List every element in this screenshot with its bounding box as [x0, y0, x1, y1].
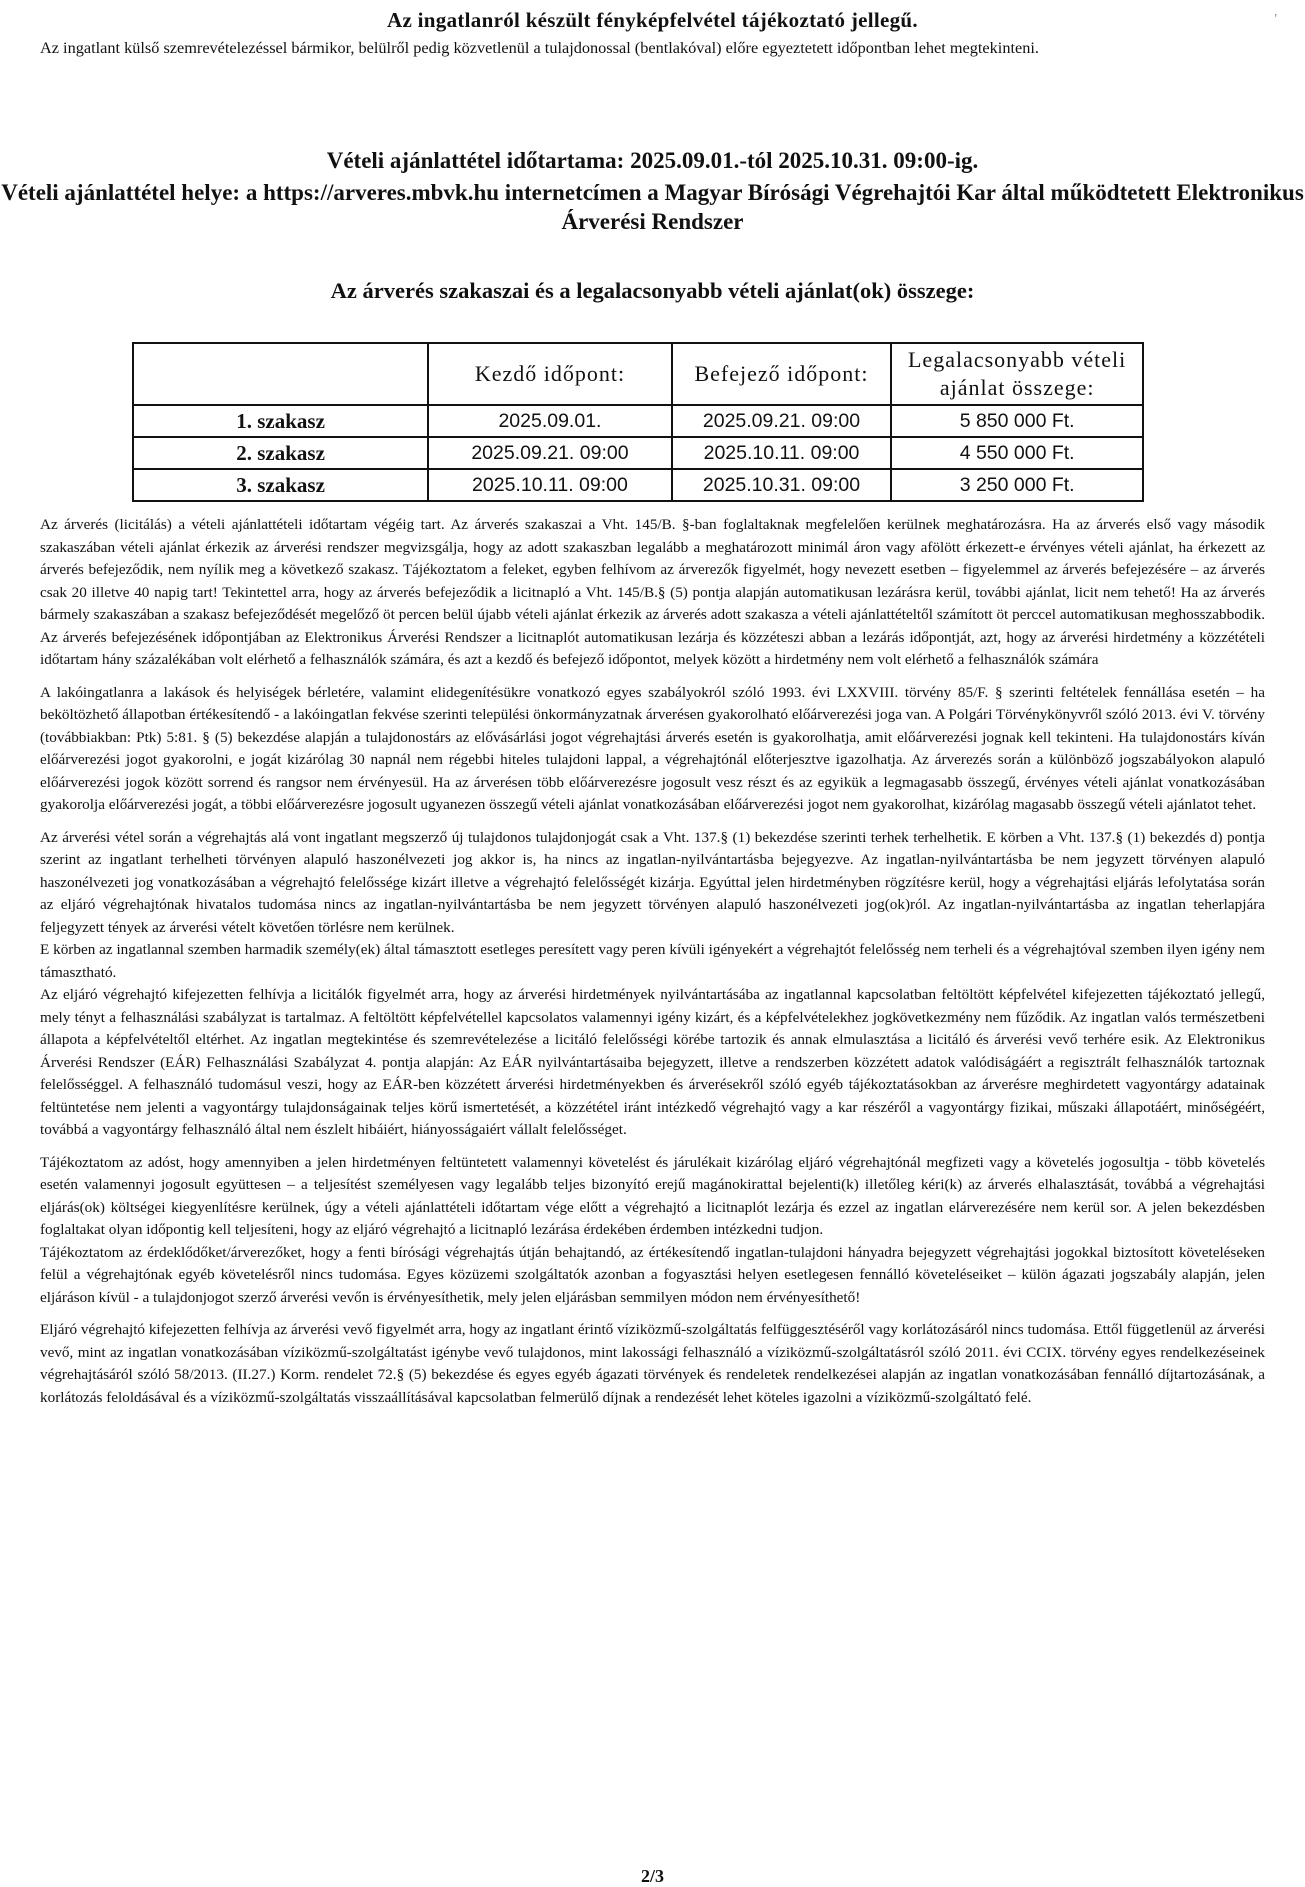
page-number: 2/3 — [640, 1866, 664, 1886]
auction-stages-table — [132, 342, 1144, 502]
viewing-info: Az ingatlant külső szemrevételezéssel bármikor, belülről pedig közvetlenül a tulajdonossal (bentlakóval) előre egyeztetett időpontban lehet megtekinteni. — [40, 38, 1039, 57]
body-section — [40, 514, 1265, 1409]
table-header-row — [133, 343, 1143, 405]
paragraph-water-service: Eljáró végrehajtó kifejezetten felhívja az árverési vevő figyelmét arra, hogy az ingatlant érintő víziközmű-szolgáltatás felfüggesztéséről vagy korlátozásáról nincs tudomása. Ettől függetlenül az árverési vevő, mint az ingatlan vonatkozásában víziközmű-szolgáltatást igénybe vevő tulajdonos, mint lakossági felhasználó a víziközmű-szolgáltatásról szóló 2011. évi CCIX. törvény egyes rendelkezéseinek végrehajtásáról szóló 58/2013. (II.27.) Korm. rendelet 72.§ (5) bekezdése és egyes egyéb ágazati törvények és rendeletek rendelkezései alapján az ingatlan vonatkozásában fennálló díjtartozásának, a korlátozás feloldásával és a víziközmű-szolgáltatás visszaállításával kapcsolatban felmerülő díjnak a rendezését lehet köteles igazolni a víziközmű-szolgáltató felé. — [40, 1321, 1265, 1406]
paragraph-pre-emption: A lakóingatlanra a lakások és helyiségek bérletére, valamint elidegenítésükre vonatkozó egyes szabályokról szóló 1993. évi LXXVIII. törvény 85/F. § szerinti feltételek fennállása esetén – ha beköltözhető állapotban értékesítendő - a lakóingatlan fekvése szerinti települési önkormányzatnak árverésen gyakorolható előárverezési joga van. A Polgári Törvénykönyvről szóló 2013. évi V. törvény (továbbiakban: Ptk) 5:81. § (5) bekezdése alapján a tulajdonostárs az elővásárlási jogot végrehajtási árverés esetén is gyakorolhatja, amit előárverezési jognak kell tekinteni. Ha tulajdonostárs kíván előárverezési jogot gyakorolni, e jogát kizárólag 30 napnál nem régebbi hiteles tulajdoni lappal, a végrehajtónál előterjesztve igazolhatja. Az árverezés során a különböző jogszabályokon alapuló előárverezési jogok között sorrend és rangsor nem érvényesül. Ha az árverésen több előárverezésre jogosult vesz részt és az egyikük a legmagasabb összegű, érvényes vételi ajánlat vonatkozásában gyakorolja előárverezési jogát, a többi előárverezésre jogosult ugyanezen összegű vételi ajánlat vonatkozásában előárverezési jogot nem gyakorolhat, kizárólag magasabb összegű vételi ajánlatot tehet. — [40, 683, 1265, 813]
start-time-cell: 2025.10.11. 09:00 — [428, 469, 672, 501]
paragraph-encumbrances: Az árverési vétel során a végrehajtás alá vont ingatlant megszerző új tulajdonos tulajdonjogát csak a Vht. 137.§ (1) bekezdése szerinti terhek terhelhetik. E körben a Vht. 137.§ (1) bekezdés d) pontja szerint az ingatlant terhelheti törvényen alapuló haszonélvezeti jog akkor is, ha nincs az ingatlan-nyilvántartásba bejegyezve. Az ingatlan-nyilvántartásba be nem jegyzett törvényen alapuló haszonélvezeti jog vonatkozásában a végrehajtó felelőssége kizárt illetve a végrehajtó felelősségét kizárja. Egyúttal jelen hirdetményben rögzítésre kerül, hogy a végrehajtási eljárás lefolytatása során az eljáró végrehajtónak hivatalos tudomása nincs az ingatlan-nyilvántartásba be nem jegyzett törvényen alapuló haszonélvezeti jog(ok)ról. Az ingatlan-nyilvántartásba az ingatlan teherlapjára feljegyzett tények az árverési vételt követően törlésre nem kerülnek. — [40, 828, 1265, 936]
bidding-place-heading: Vételi ajánlattétel helye: a https://arveres.mbvk.hu internetcímen a Magyar Bírósági Végrehajtói Kar által működtetett Elektronikus Árverési Rendszer — [1, 180, 1304, 234]
table-row — [133, 405, 1143, 437]
stage-name-cell: 2. szakasz — [133, 437, 428, 469]
stage-name-cell: 3. szakasz — [133, 469, 428, 501]
table-row — [133, 469, 1143, 501]
end-time-cell: 2025.10.31. 09:00 — [672, 469, 892, 501]
paragraph-third-party-claims: E körben az ingatlannal szemben harmadik személy(ek) által támasztott esetleges peresített vagy peren kívüli igényekért a végrehajtót felelősség nem terheli és a végrehajtóval szemben ilyen igény nem támasztható. — [40, 941, 1265, 981]
table-row — [133, 437, 1143, 469]
end-time-cell: 2025.09.21. 09:00 — [672, 405, 892, 437]
table-header-cell: Befejező időpont: — [672, 343, 892, 405]
min-bid-cell: 5 850 000 Ft. — [891, 405, 1143, 437]
table-header-cell: Legalacsonyabb vételi ajánlat összege: — [891, 343, 1143, 405]
end-time-cell: 2025.10.11. 09:00 — [672, 437, 892, 469]
photo-disclaimer-title: Az ingatlanról készült fényképfelvétel tájékoztató jellegű. — [387, 8, 918, 32]
min-bid-cell: 4 550 000 Ft. — [891, 437, 1143, 469]
stages-heading: Az árverés szakaszai és a legalacsonyabb vételi ajánlat(ok) összege: — [330, 278, 975, 303]
paragraph-debtor-info: Tájékoztatom az adóst, hogy amennyiben a jelen hirdetményen feltüntetett valamennyi követelést és járulékait kizárólag eljáró végrehajtónál megfizeti vagy a követelés jogosultja - több követelés esetén valamennyi jogosult együttesen – a teljesítést személyesen vagy legalább teljes bizonyító erejű magánokirattal bejelenti(k) illetőleg kéri(k) az árverés elhalasztását, továbbá a végrehajtási eljárás(ok) költségei kiegyenlítésre kerülnek, úgy a vételi ajánlattételi időtartam vége előtt a végrehajtó a licitnaplót lezárja és ezzel az ingatlan elárverezésére nem kerül sor. A jelen bekezdésben foglaltakat olyan időpontig kell teljesíteni, hogy az eljáró végrehajtó a licitnapló lezárása érdekében érdemben intézkedni tudjon. — [40, 1153, 1265, 1238]
paragraph-photo-liability: Az eljáró végrehajtó kifejezetten felhívja a licitálók figyelmét arra, hogy az árverési hirdetmények nyilvántartásába az ingatlannal kapcsolatban feltöltött képfelvétel kifejezetten tájékoztató jellegű, mely tényt a felhasználási szabályzat is tartalmaz. A feltöltött képfelvétellel kapcsolatos valamennyi igény kizárt, és a képfelvételekhez jogkövetkezmény nem fűződik. Az ingatlan valós természetbeni állapota a képfelvételtől eltérhet. Az ingatlan megtekintése és szemrevételezése a licitáló felelősségi körébe tartozik és annak elmulasztása a licitáló és árverési vevő terhére esik. Az Elektronikus Árverési Rendszer (EÁR) Felhasználási Szabályzat 4. pontja alapján: Az EÁR nyilvántartásaiba bejegyzett, illetve a rendszerben közzétett adatok valódiságáért a regisztrált felhasználók tartoznak felelősséggel. A felhasználó tudomásul veszi, hogy az EÁR-ben közzétett árverési hirdetményekben és árverésekről szóló egyéb tájékoztatásokban az árverésre meghirdetett vagyontárgy adatainak feltüntetése nem jelenti a vagyontárgy tulajdonságainak teljes körű ismertetését, a közzététel iránt intézkedő végrehajtó vagy a kar részéről a vagyontárgy fizikai, műszaki állapotáért, minőségéért, továbbá a vagyontárgy felhasználó által nem észlelt hibáiért, hiányosságaiért vállalt felelősséget. — [40, 986, 1265, 1138]
start-time-cell: 2025.09.01. — [428, 405, 672, 437]
min-bid-cell: 3 250 000 Ft. — [891, 469, 1143, 501]
paragraph-utility-claims: Tájékoztatom az érdeklődőket/árverezőket, hogy a fenti bírósági végrehajtás útján behajtandó, az értékesítendő ingatlan-tulajdoni hányadra bejegyzett végrehajtási jogokkal biztosított követeléseken felül a végrehajtónak egyéb követelésről nincs tudomása. Egyes közüzemi szolgáltatók azonban a fogyasztási helyen esetlegesen fennálló követeléseiket – külön ágazati jogszabály alapján, jelen eljáráson kívül - a tulajdonjogot szerző árverési vevőn is érvényesíthetik, mely jelen eljárásban semmilyen módon nem érvényesíthető! — [40, 1243, 1265, 1306]
table-header-cell: Kezdő időpont: — [428, 343, 672, 405]
paragraph-auction-rules: Az árverés (licitálás) a vételi ajánlattételi időtartam végéig tart. Az árverés szakaszai a Vht. 145/B. §-ban foglaltaknak megfelelően kerülnek meghatározásra. Ha az árverés első vagy második szakaszában vételi ajánlat érkezik az árverési rendszer megvizsgálja, hogy az adott szakaszban legalább a meghatározott minimál áron vagy afölött érkezett-e érvényes vételi ajánlat, ha érkezett az árverés befejeződik, nem nyílik meg a következő szakasz. Tájékoztatom a feleket, egyben felhívom az árverezők figyelmét, hogy nevezett esetben – figyelemmel az árverés befejezésére – az árverés csak 20 illetve 40 napig tart! Tekintettel arra, hogy az árverés befejeződik a licitnapló a Vht. 145/B.§ (5) pontja alapján automatikusan lezárásra kerül, további ajánlat, licit nem tehető! Ha az árverés bármely szakaszában a szakasz befejeződését megelőző öt percen belül újabb vételi ajánlat érkezik az árverés adott szakasza a vételi ajánlattételtől számított öt perccel automatikusan meghosszabbodik. Az árverés befejezésének időpontjában az Elektronikus Árverési Rendszer a licitnaplót automatikusan lezárja és közzéteszi abban a lezárás időpontját, azt, hogy az árverési hirdetmény a közzétételi időtartam hány százalékában volt elérhető a felhasználók számára, és azt a kezdő és befejező időpontot, melyek között a hirdetmény nem volt elérhető a felhasználók számára — [40, 516, 1265, 668]
stage-name-cell: 1. szakasz — [133, 405, 428, 437]
bidding-period-heading: Vételi ajánlattétel időtartama: 2025.09.01.-tól 2025.10.31. 09:00-ig. — [326, 148, 979, 173]
start-time-cell: 2025.09.21. 09:00 — [428, 437, 672, 469]
corner-mark: ' — [1274, 12, 1277, 27]
table-header-cell — [133, 343, 428, 405]
